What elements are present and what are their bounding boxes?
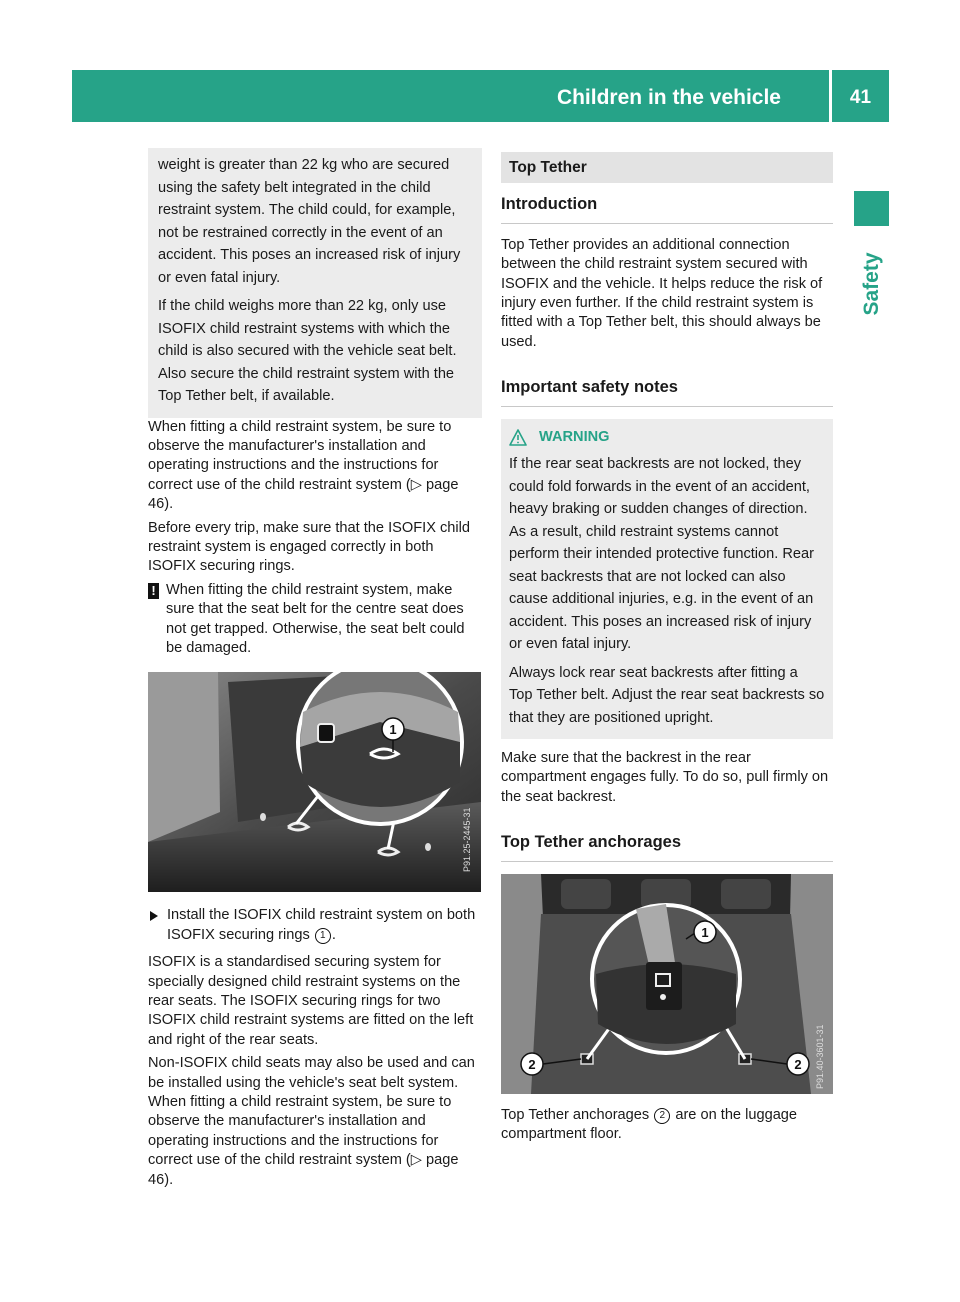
paragraph: ISOFIX is a standardised securing system for specially designed child restraint systems on the rear seats. The ISOFIX securing rings for two ISOFIX child restraint systems are fitted on the left and right of the rear seats. xyxy=(148,954,474,1048)
photo-callout-2: 2 xyxy=(528,1056,536,1072)
paragraph: When fitting a child restraint system, be sure to observe the manufacturer's installation and operating instructions and the instructions for correct use of the child restraint system (▷ page 46). xyxy=(148,418,459,513)
top-tether-photo xyxy=(501,874,833,1094)
chapter-title: Children in the vehicle xyxy=(556,86,781,109)
side-marker xyxy=(854,191,889,226)
page-number: 41 xyxy=(849,87,872,108)
warning-continuation xyxy=(148,148,482,418)
anchor-text-a: Top Tether anchorages xyxy=(501,1106,650,1123)
heading-safety-notes: Important safety notes xyxy=(501,366,833,406)
isofix-photo xyxy=(148,672,481,892)
callout-ref: 1 xyxy=(315,928,331,944)
paragraph: Make sure that the backrest in the rear compartment engages fully. To do so, pull firmly on the seat backrest. xyxy=(501,750,829,805)
callout-ref: 2 xyxy=(654,1108,670,1124)
side-tab xyxy=(839,236,905,332)
paragraph: Non-ISOFIX child seats may also be used and can be installed using the vehicle's seat belt system. When fitting a child restraint system, be sure to observe the manufacturer's installation and operating instructions and the instructions for correct use of the child restraint system (▷ page 46). xyxy=(148,1055,475,1188)
warning-label: WARNING xyxy=(539,428,610,445)
step-text xyxy=(167,906,482,945)
note-text: When fitting the child restraint system, make sure that the seat belt for the centre seat does not get trapped. Otherwise, the seat belt could be damaged. xyxy=(166,581,465,656)
paragraph: Top Tether provides an additional connection between the child restraint system secured with ISOFIX and the vehicle. It helps reduce the risk of injury even further. If the child restraint system is fitted with a Top Tether belt, this should always be used. xyxy=(501,236,823,350)
warning-text: If the child weighs more than 22 kg, only use ISOFIX child restraint systems with which the child is also secured with the vehicle seat belt. Also secure the child restraint system with the Top Tether belt, if available. xyxy=(158,298,457,404)
photo-callout-1: 1 xyxy=(389,722,397,738)
photo-code: P91.25-2445-31 xyxy=(462,807,472,873)
note xyxy=(148,581,482,659)
warning-box xyxy=(501,419,833,739)
heading-introduction: Introduction xyxy=(501,183,833,223)
section-title: Top Tether xyxy=(501,152,833,183)
anchor-text-b: are on the luggage compartment floor. xyxy=(501,1106,798,1143)
side-tab-label: Safety xyxy=(860,252,883,316)
warning-text: Always lock rear seat backrests after fitting a Top Tether belt. Adjust the rear seat backrests so that they are positioned upright. xyxy=(509,664,825,726)
step-text-b: . xyxy=(331,926,336,943)
warning-text: If the rear seat backrests are not locked, they could fold forwards in the event of an accident, heavy braking or sudden changes of direction. As a result, child restraint systems cannot perform their intended protective function. Rear seat backrests that are not locked can also cause additional injuries, e.g. in the event of an accident. This poses an increased risk of injury or even fatal injury. xyxy=(509,456,815,653)
instruction-step xyxy=(148,906,482,945)
warning-triangle-icon xyxy=(509,429,527,446)
step-text-a: Install the ISOFIX child restraint system on both ISOFIX securing rings xyxy=(167,907,476,943)
note-icon: ! xyxy=(148,583,159,599)
paragraph xyxy=(501,1106,833,1145)
photo-code: P91.40-3601-31 xyxy=(815,1024,825,1089)
warning-text: weight is greater than 22 kg who are secured using the safety belt integrated in the child restraint system. The child could, for example, not be restrained correctly in the event of an accident. This poses an increased risk of injury or even fatal injury. xyxy=(158,157,461,286)
photo-callout-2: 2 xyxy=(794,1056,802,1072)
photo-callout-1: 1 xyxy=(701,924,709,940)
page-header xyxy=(72,70,889,122)
right-column xyxy=(501,152,833,1149)
warning-header xyxy=(509,428,825,447)
left-column xyxy=(148,148,482,1194)
heading-anchorages: Top Tether anchorages xyxy=(501,821,833,861)
step-arrow-icon xyxy=(150,911,158,921)
paragraph: Before every trip, make sure that the ISOFIX child restraint system is engaged correctly in both ISOFIX securing rings. xyxy=(148,519,471,575)
